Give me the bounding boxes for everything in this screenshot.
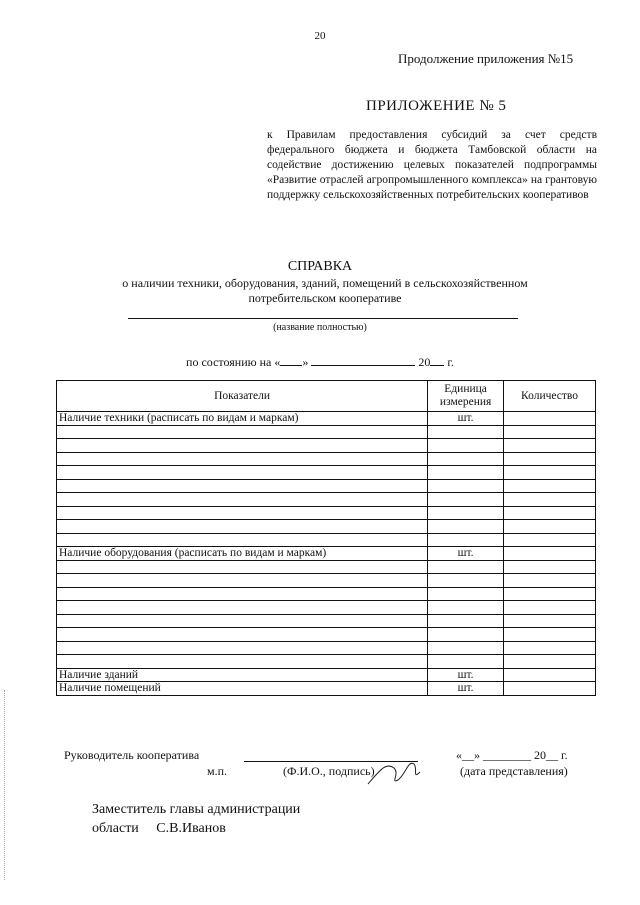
cell-unit: шт. — [428, 682, 504, 696]
cell-unit — [428, 533, 504, 547]
appendix-subtitle: к Правилам предоставления субсидий за счет средств федерального бюджета и бюджета Тамбовской области на содействие достижению целевых показателей подпрограммы «Развитие отраслей агропромышленного комплекса» на грантовую поддержку сельскохозяйственных потребительских кооперативов — [267, 129, 597, 201]
as-of-year: 20 — [415, 355, 431, 369]
cell-quantity — [504, 655, 596, 669]
submission-date: «__» ________ 20__ г. — [456, 748, 568, 762]
certificate-subtitle — [100, 276, 550, 306]
cell-unit — [428, 655, 504, 669]
cell-unit — [428, 520, 504, 534]
as-of-year-blank — [430, 354, 444, 366]
deputy-title: Заместитель главы администрации — [92, 802, 301, 817]
table-row — [57, 641, 596, 655]
cell-quantity — [504, 493, 596, 507]
cell-indicator — [57, 493, 428, 507]
cell-indicator — [57, 641, 428, 655]
deputy-signature-block — [92, 800, 300, 838]
cell-indicator — [57, 520, 428, 534]
cell-indicator — [57, 506, 428, 520]
appendix-title: ПРИЛОЖЕНИЕ № 5 — [366, 98, 507, 114]
table-row — [57, 493, 596, 507]
table-row — [57, 425, 596, 439]
cell-quantity — [504, 587, 596, 601]
cell-unit: шт. — [428, 547, 504, 561]
cell-quantity — [504, 452, 596, 466]
as-of-date — [0, 354, 640, 370]
cell-indicator — [57, 655, 428, 669]
table-row — [57, 668, 596, 682]
organization-name-line — [128, 318, 518, 319]
cell-quantity — [504, 601, 596, 615]
cell-indicator — [57, 614, 428, 628]
deputy-name: области С.В.Иванов — [92, 821, 226, 836]
margin-scan-marks — [4, 690, 9, 880]
certificate-subtitle-line1: о наличии техники, оборудования, зданий, помещений в сельскохозяйственном — [122, 276, 528, 290]
certificate-title: СПРАВКА — [287, 259, 353, 274]
cell-indicator — [57, 479, 428, 493]
handwritten-signature-image — [360, 750, 430, 790]
cell-unit — [428, 493, 504, 507]
header-quantity: Количество — [504, 381, 596, 412]
cell-unit — [428, 506, 504, 520]
table-row — [57, 614, 596, 628]
organization-name-caption: (название полностью) — [273, 322, 367, 333]
submission-date-caption: (дата представления) — [460, 764, 568, 778]
cell-indicator — [57, 574, 428, 588]
as-of-mid: » — [302, 355, 312, 369]
table-row — [57, 560, 596, 574]
table-row — [57, 682, 596, 696]
table-row — [57, 439, 596, 453]
cell-unit — [428, 641, 504, 655]
cell-unit: шт. — [428, 668, 504, 682]
cell-indicator — [57, 439, 428, 453]
table-row — [57, 628, 596, 642]
table-row — [57, 587, 596, 601]
cell-unit — [428, 628, 504, 642]
as-of-suffix: г. — [444, 355, 454, 369]
cell-quantity — [504, 668, 596, 682]
fio-caption: (Ф.И.О., подпись) — [283, 764, 375, 778]
cell-indicator: Наличие оборудования (расписать по видам и маркам) — [57, 547, 428, 561]
cell-unit: шт. — [428, 412, 504, 426]
cell-unit — [428, 479, 504, 493]
cell-unit — [428, 439, 504, 453]
table-row — [57, 412, 596, 426]
cell-quantity — [504, 574, 596, 588]
seal-place-label: м.п. — [207, 764, 228, 778]
table-header-row — [57, 381, 596, 412]
cell-indicator — [57, 601, 428, 615]
header-indicators: Показатели — [57, 381, 428, 412]
cell-quantity — [504, 547, 596, 561]
table-row — [57, 533, 596, 547]
cell-indicator — [57, 587, 428, 601]
table-row — [57, 574, 596, 588]
cell-unit — [428, 614, 504, 628]
cell-indicator: Наличие помещений — [57, 682, 428, 696]
head-of-cooperative-label: Руководитель кооператива — [64, 748, 200, 762]
cell-unit — [428, 574, 504, 588]
cell-quantity — [504, 614, 596, 628]
cell-quantity — [504, 506, 596, 520]
appendix-continuation: Продолжение приложения №15 — [398, 51, 574, 66]
table-row — [57, 466, 596, 480]
as-of-prefix: по состоянию на « — [186, 355, 281, 369]
cell-indicator — [57, 425, 428, 439]
cell-indicator — [57, 452, 428, 466]
cell-quantity — [504, 466, 596, 480]
table-row — [57, 452, 596, 466]
cell-indicator — [57, 628, 428, 642]
certificate-subtitle-line2: потребительском кооперативе — [248, 291, 402, 305]
cell-quantity — [504, 533, 596, 547]
cell-quantity — [504, 628, 596, 642]
cell-indicator: Наличие техники (расписать по видам и маркам) — [57, 412, 428, 426]
cell-quantity — [504, 412, 596, 426]
cell-quantity — [504, 479, 596, 493]
as-of-day-blank — [280, 354, 302, 366]
cell-unit — [428, 466, 504, 480]
cell-quantity — [504, 560, 596, 574]
as-of-month-blank — [311, 354, 415, 366]
cell-indicator — [57, 533, 428, 547]
cell-quantity — [504, 439, 596, 453]
cell-indicator — [57, 466, 428, 480]
cell-quantity — [504, 682, 596, 696]
cell-quantity — [504, 641, 596, 655]
header-unit: Единица измерения — [428, 381, 504, 412]
table-row — [57, 520, 596, 534]
table-row — [57, 655, 596, 669]
page-number: 20 — [314, 30, 326, 42]
cell-quantity — [504, 425, 596, 439]
cell-unit — [428, 587, 504, 601]
cell-unit — [428, 452, 504, 466]
table-row — [57, 547, 596, 561]
cell-quantity — [504, 520, 596, 534]
table-row — [57, 601, 596, 615]
equipment-table — [56, 380, 596, 696]
cell-unit — [428, 560, 504, 574]
table-row — [57, 506, 596, 520]
cell-indicator: Наличие зданий — [57, 668, 428, 682]
cell-indicator — [57, 560, 428, 574]
table-row — [57, 479, 596, 493]
cell-unit — [428, 601, 504, 615]
cell-unit — [428, 425, 504, 439]
